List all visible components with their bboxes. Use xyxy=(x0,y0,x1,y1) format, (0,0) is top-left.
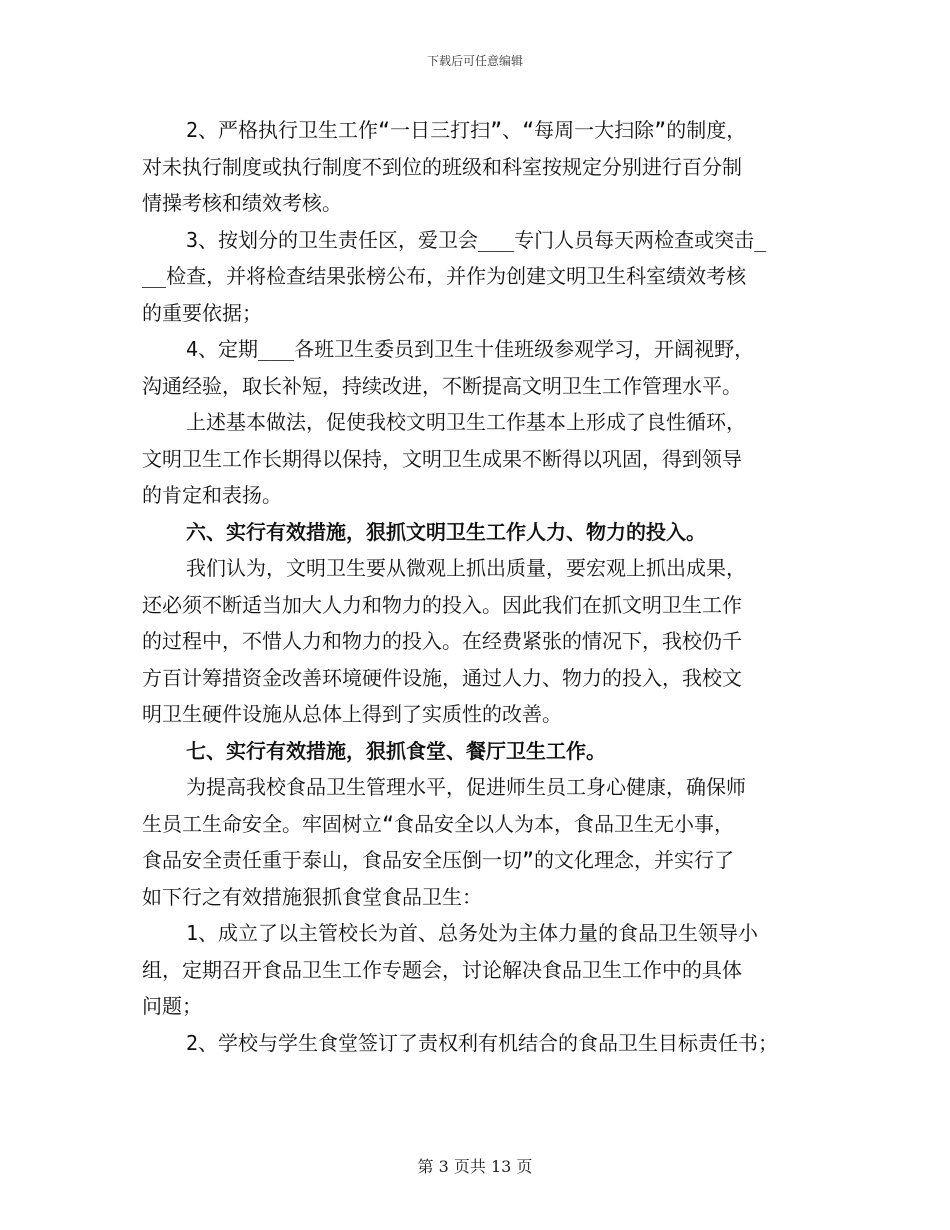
text-line: 上述基本做法，促使我校文明卫生工作基本上形成了良性循环， xyxy=(186,410,746,434)
page-footer: 第 3 页共 13 页 xyxy=(417,1157,533,1176)
text-line: 沟通经验，取长补短，持续改进，不断提高文明卫生工作管理水平。 xyxy=(142,373,742,398)
section-heading: 六、实行有效措施，狠抓文明卫生工作人力、物力的投入。 xyxy=(186,519,706,544)
text-line: 的重要依据； xyxy=(142,300,262,325)
text-line: 明卫生硬件设施从总体上得到了实质性的改善。 xyxy=(142,702,562,726)
text-line: 食品安全责任重于泰山，食品安全压倒一切”的文化理念，并实行了 xyxy=(142,848,735,872)
text-line: 方百计筹措资金改善环境硬件设施，通过人力、物力的投入，我校文 xyxy=(142,665,742,690)
text-line: 2、学校与学生食堂签订了责权利有机结合的食品卫生目标责任书； xyxy=(186,1030,779,1055)
text-line: 组，定期召开食品卫生工作专题会，讨论解决食品卫生工作中的具体 xyxy=(142,957,742,982)
text-line: 情操考核和绩效考核。 xyxy=(142,191,342,215)
text-line: 的肯定和表扬。 xyxy=(142,483,282,507)
text-line: 问题； xyxy=(142,994,202,1018)
text-line: 如下行之有效措施狠抓食堂食品卫生： xyxy=(142,884,482,909)
text-line: __检查，并将检查结果张榜公布，并作为创建文明卫生科室绩效考核 xyxy=(142,264,747,288)
text-line: 生员工生命安全。牢固树立“食品安全以人为本，食品卫生无小事， xyxy=(142,811,735,836)
text-line: 对未执行制度或执行制度不到位的班级和科室按规定分别进行百分制 xyxy=(142,154,742,179)
text-line: 文明卫生工作长期得以保持，文明卫生成果不断得以巩固，得到领导 xyxy=(142,446,742,471)
text-line: 3、按划分的卫生责任区，爱卫会___专门人员每天两检查或突击_ xyxy=(186,227,767,252)
section-heading: 七、实行有效措施，狠抓食堂、餐厅卫生工作。 xyxy=(186,738,606,763)
text-line: 我们认为，文明卫生要从微观上抓出质量，要宏观上抓出成果， xyxy=(186,556,746,580)
text-line: 还必须不断适当加大人力和物力的投入。因此我们在抓文明卫生工作 xyxy=(142,592,742,617)
text-line: 2、严格执行卫生工作“一日三打扫”、“每周一大扫除”的制度， xyxy=(186,118,747,142)
text-line: 1、成立了以主管校长为首、总务处为主体力量的食品卫生领导小 xyxy=(186,921,759,945)
document-body xyxy=(142,112,822,1061)
page-header: 下载后可任意编辑 xyxy=(426,54,523,68)
text-line: 为提高我校食品卫生管理水平，促进师生员工身心健康，确保师 xyxy=(186,775,746,799)
text-line: 4、定期___各班卫生委员到卫生十佳班级参观学习，开阔视野， xyxy=(186,337,755,361)
text-line: 的过程中，不惜人力和物力的投入。在经费紧张的情况下，我校仍千 xyxy=(142,629,742,653)
